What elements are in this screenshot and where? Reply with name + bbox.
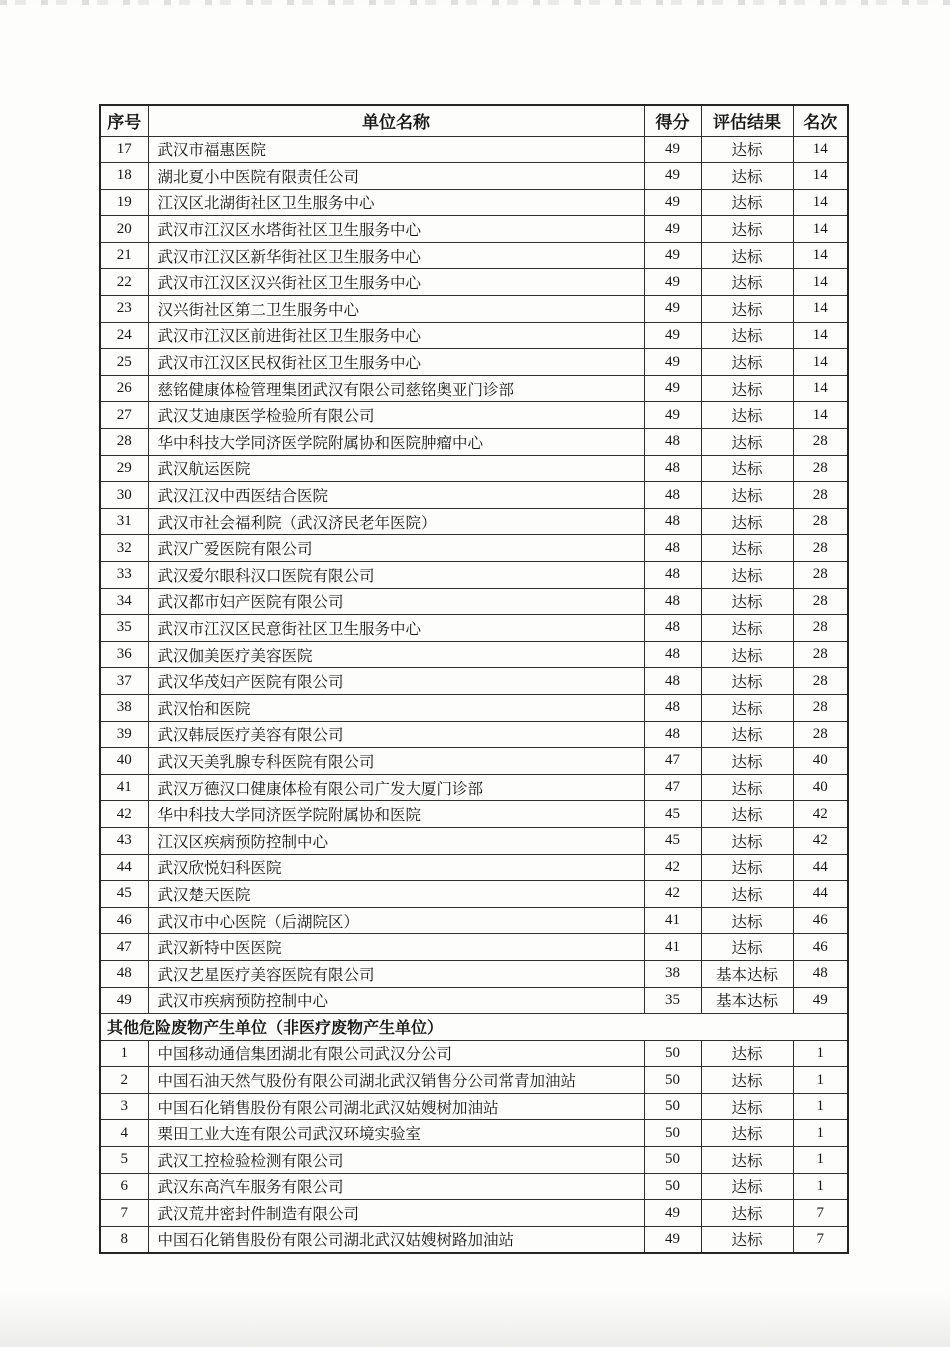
table-header-row [100,105,848,136]
row-result: 达标 [701,1067,793,1094]
row-result: 基本达标 [701,960,793,987]
table-row [100,881,848,908]
section-header-row [100,1014,848,1041]
table-row [100,562,848,589]
row-unit-name: 中国石化销售股份有限公司湖北武汉姑嫂树加油站 [148,1093,644,1120]
row-result: 达标 [701,402,793,429]
row-result: 达标 [701,189,793,216]
row-rank: 14 [793,242,848,269]
table-row [100,668,848,695]
table-row [100,615,848,642]
row-seq: 18 [100,163,148,190]
row-score: 50 [644,1147,701,1174]
row-rank: 14 [793,322,848,349]
row-rank: 40 [793,774,848,801]
row-seq: 49 [100,987,148,1014]
row-unit-name: 武汉楚天医院 [148,881,644,908]
row-score: 49 [644,322,701,349]
row-seq: 32 [100,535,148,562]
table-row [100,242,848,269]
table-row [100,934,848,961]
table-row [100,1067,848,1094]
row-rank: 28 [793,588,848,615]
row-unit-name: 武汉新特中医医院 [148,934,644,961]
row-unit-name: 中国石化销售股份有限公司湖北武汉姑嫂树路加油站 [148,1226,644,1253]
row-score: 48 [644,721,701,748]
row-score: 48 [644,615,701,642]
row-score: 49 [644,349,701,376]
row-unit-name: 武汉艺星医疗美容医院有限公司 [148,960,644,987]
row-result: 达标 [701,349,793,376]
row-unit-name: 武汉市江汉区新华街社区卫生服务中心 [148,242,644,269]
row-rank: 44 [793,881,848,908]
section-header-label: 其他危险废物产生单位（非医疗废物产生单位） [100,1014,848,1041]
row-seq: 31 [100,508,148,535]
row-unit-name: 江汉区北湖街社区卫生服务中心 [148,189,644,216]
row-seq: 39 [100,721,148,748]
row-result: 达标 [701,375,793,402]
table-row [100,827,848,854]
row-rank: 28 [793,482,848,509]
row-seq: 23 [100,296,148,323]
row-seq: 5 [100,1147,148,1174]
row-seq: 45 [100,881,148,908]
row-rank: 28 [793,455,848,482]
row-score: 50 [644,1040,701,1067]
header-unit-name: 单位名称 [148,105,644,136]
row-seq: 27 [100,402,148,429]
row-unit-name: 武汉市中心医院（后湖院区） [148,907,644,934]
table-row [100,189,848,216]
row-rank: 28 [793,721,848,748]
row-unit-name: 湖北夏小中医院有限责任公司 [148,163,644,190]
table-row [100,402,848,429]
row-rank: 14 [793,269,848,296]
row-unit-name: 武汉都市妇产医院有限公司 [148,588,644,615]
row-unit-name: 武汉华茂妇产医院有限公司 [148,668,644,695]
row-rank: 28 [793,668,848,695]
row-score: 42 [644,881,701,908]
scan-artifact-top-edge [0,0,950,5]
table-row [100,1147,848,1174]
row-seq: 17 [100,136,148,163]
row-result: 达标 [701,216,793,243]
row-score: 49 [644,1226,701,1253]
row-result: 达标 [701,136,793,163]
table-row [100,216,848,243]
row-seq: 21 [100,242,148,269]
row-score: 35 [644,987,701,1014]
row-result: 达标 [701,562,793,589]
row-seq: 25 [100,349,148,376]
row-seq: 22 [100,269,148,296]
row-score: 41 [644,934,701,961]
row-seq: 38 [100,694,148,721]
row-unit-name: 慈铭健康体检管理集团武汉有限公司慈铭奥亚门诊部 [148,375,644,402]
row-result: 达标 [701,694,793,721]
row-rank: 42 [793,827,848,854]
table-row [100,721,848,748]
row-unit-name: 武汉艾迪康医学检验所有限公司 [148,402,644,429]
row-score: 48 [644,588,701,615]
header-seq: 序号 [100,105,148,136]
row-score: 48 [644,562,701,589]
row-result: 达标 [701,269,793,296]
table-row [100,1093,848,1120]
table-row [100,163,848,190]
row-unit-name: 中国石油天然气股份有限公司湖北武汉销售分公司常青加油站 [148,1067,644,1094]
row-score: 50 [644,1120,701,1147]
row-score: 49 [644,216,701,243]
row-seq: 43 [100,827,148,854]
row-seq: 42 [100,801,148,828]
row-result: 达标 [701,1200,793,1227]
row-rank: 40 [793,748,848,775]
row-unit-name: 武汉工控检验检测有限公司 [148,1147,644,1174]
header-score: 得分 [644,105,701,136]
row-result: 达标 [701,641,793,668]
row-unit-name: 华中科技大学同济医学院附属协和医院 [148,801,644,828]
row-result: 基本达标 [701,987,793,1014]
row-rank: 1 [793,1147,848,1174]
row-score: 49 [644,269,701,296]
row-result: 达标 [701,1120,793,1147]
table-row [100,508,848,535]
row-rank: 28 [793,429,848,456]
row-unit-name: 江汉区疾病预防控制中心 [148,827,644,854]
row-result: 达标 [701,881,793,908]
row-seq: 41 [100,774,148,801]
row-score: 49 [644,402,701,429]
row-rank: 49 [793,987,848,1014]
table-row [100,455,848,482]
row-result: 达标 [701,508,793,535]
row-seq: 6 [100,1173,148,1200]
row-rank: 28 [793,508,848,535]
row-result: 达标 [701,1226,793,1253]
row-unit-name: 武汉市江汉区水塔街社区卫生服务中心 [148,216,644,243]
row-score: 48 [644,508,701,535]
row-unit-name: 武汉怡和医院 [148,694,644,721]
row-rank: 7 [793,1200,848,1227]
row-score: 48 [644,535,701,562]
row-result: 达标 [701,242,793,269]
table-row [100,960,848,987]
row-seq: 44 [100,854,148,881]
row-unit-name: 武汉市福惠医院 [148,136,644,163]
row-score: 48 [644,668,701,695]
row-rank: 14 [793,136,848,163]
row-result: 达标 [701,774,793,801]
row-score: 42 [644,854,701,881]
row-rank: 42 [793,801,848,828]
row-seq: 4 [100,1120,148,1147]
row-unit-name: 武汉广爱医院有限公司 [148,535,644,562]
table-row [100,588,848,615]
evaluation-table [99,104,849,1254]
row-result: 达标 [701,429,793,456]
row-unit-name: 武汉市江汉区民意街社区卫生服务中心 [148,615,644,642]
row-seq: 30 [100,482,148,509]
row-unit-name: 武汉伽美医疗美容医院 [148,641,644,668]
row-rank: 14 [793,189,848,216]
row-rank: 28 [793,535,848,562]
table-row [100,1200,848,1227]
table-row [100,1173,848,1200]
row-result: 达标 [701,322,793,349]
table-row [100,801,848,828]
row-unit-name: 武汉万德汉口健康体检有限公司广发大厦门诊部 [148,774,644,801]
row-seq: 33 [100,562,148,589]
table-row [100,1040,848,1067]
row-rank: 28 [793,615,848,642]
row-score: 49 [644,296,701,323]
scan-artifact-bottom-shadow [0,1292,950,1347]
row-seq: 40 [100,748,148,775]
row-rank: 14 [793,216,848,243]
row-unit-name: 武汉爱尔眼科汉口医院有限公司 [148,562,644,589]
row-unit-name: 汉兴街社区第二卫生服务中心 [148,296,644,323]
row-result: 达标 [701,1173,793,1200]
row-rank: 14 [793,375,848,402]
table-row [100,349,848,376]
table-row [100,375,848,402]
row-rank: 14 [793,296,848,323]
table-row [100,269,848,296]
row-result: 达标 [701,1093,793,1120]
row-score: 45 [644,801,701,828]
row-result: 达标 [701,535,793,562]
row-unit-name: 武汉市江汉区汉兴街社区卫生服务中心 [148,269,644,296]
row-score: 45 [644,827,701,854]
table-row [100,907,848,934]
row-rank: 28 [793,694,848,721]
row-score: 41 [644,907,701,934]
row-rank: 48 [793,960,848,987]
row-seq: 20 [100,216,148,243]
row-unit-name: 武汉天美乳腺专科医院有限公司 [148,748,644,775]
row-rank: 7 [793,1226,848,1253]
table-row [100,774,848,801]
table-row [100,429,848,456]
row-seq: 48 [100,960,148,987]
row-score: 50 [644,1093,701,1120]
row-seq: 8 [100,1226,148,1253]
row-result: 达标 [701,748,793,775]
row-rank: 1 [793,1040,848,1067]
row-rank: 46 [793,934,848,961]
row-seq: 36 [100,641,148,668]
table-row [100,987,848,1014]
header-result: 评估结果 [701,105,793,136]
table-row [100,1120,848,1147]
row-seq: 19 [100,189,148,216]
row-unit-name: 武汉欣悦妇科医院 [148,854,644,881]
table-body [100,136,848,1253]
row-result: 达标 [701,455,793,482]
row-score: 49 [644,1200,701,1227]
table-row [100,482,848,509]
row-result: 达标 [701,615,793,642]
row-result: 达标 [701,668,793,695]
row-score: 48 [644,694,701,721]
row-unit-name: 中国移动通信集团湖北有限公司武汉分公司 [148,1040,644,1067]
row-result: 达标 [701,588,793,615]
row-result: 达标 [701,827,793,854]
table-row [100,296,848,323]
row-result: 达标 [701,482,793,509]
row-rank: 1 [793,1173,848,1200]
row-score: 49 [644,163,701,190]
row-seq: 28 [100,429,148,456]
row-score: 49 [644,242,701,269]
row-result: 达标 [701,801,793,828]
row-unit-name: 武汉韩辰医疗美容有限公司 [148,721,644,748]
row-seq: 35 [100,615,148,642]
row-rank: 28 [793,562,848,589]
row-unit-name: 武汉航运医院 [148,455,644,482]
row-result: 达标 [701,1147,793,1174]
row-score: 48 [644,455,701,482]
row-seq: 46 [100,907,148,934]
table-row [100,322,848,349]
row-rank: 14 [793,402,848,429]
row-rank: 28 [793,641,848,668]
row-score: 50 [644,1173,701,1200]
row-unit-name: 武汉市疾病预防控制中心 [148,987,644,1014]
row-score: 48 [644,482,701,509]
row-result: 达标 [701,163,793,190]
row-unit-name: 武汉荒井密封件制造有限公司 [148,1200,644,1227]
row-result: 达标 [701,907,793,934]
row-unit-name: 武汉市江汉区民权街社区卫生服务中心 [148,349,644,376]
row-seq: 2 [100,1067,148,1094]
row-result: 达标 [701,721,793,748]
row-score: 49 [644,375,701,402]
table-row [100,641,848,668]
row-rank: 1 [793,1120,848,1147]
row-seq: 47 [100,934,148,961]
row-unit-name: 武汉市社会福利院（武汉济民老年医院） [148,508,644,535]
row-score: 47 [644,774,701,801]
row-unit-name: 华中科技大学同济医学院附属协和医院肿瘤中心 [148,429,644,456]
header-rank: 名次 [793,105,848,136]
table-row [100,535,848,562]
row-result: 达标 [701,854,793,881]
table-row [100,694,848,721]
row-rank: 1 [793,1093,848,1120]
row-result: 达标 [701,1040,793,1067]
row-seq: 24 [100,322,148,349]
row-seq: 7 [100,1200,148,1227]
row-score: 49 [644,136,701,163]
row-seq: 37 [100,668,148,695]
row-rank: 14 [793,349,848,376]
row-score: 48 [644,429,701,456]
row-seq: 34 [100,588,148,615]
row-rank: 44 [793,854,848,881]
row-rank: 1 [793,1067,848,1094]
table-row [100,854,848,881]
row-result: 达标 [701,296,793,323]
row-score: 47 [644,748,701,775]
row-score: 38 [644,960,701,987]
table-row [100,136,848,163]
row-unit-name: 武汉江汉中西医结合医院 [148,482,644,509]
row-score: 49 [644,189,701,216]
row-seq: 29 [100,455,148,482]
table-row [100,1226,848,1253]
row-seq: 26 [100,375,148,402]
row-rank: 14 [793,163,848,190]
row-unit-name: 武汉东高汽车服务有限公司 [148,1173,644,1200]
row-result: 达标 [701,934,793,961]
table-row [100,748,848,775]
row-score: 50 [644,1067,701,1094]
row-unit-name: 栗田工业大连有限公司武汉环境实验室 [148,1120,644,1147]
row-unit-name: 武汉市江汉区前进街社区卫生服务中心 [148,322,644,349]
row-seq: 1 [100,1040,148,1067]
row-rank: 46 [793,907,848,934]
row-score: 48 [644,641,701,668]
row-seq: 3 [100,1093,148,1120]
